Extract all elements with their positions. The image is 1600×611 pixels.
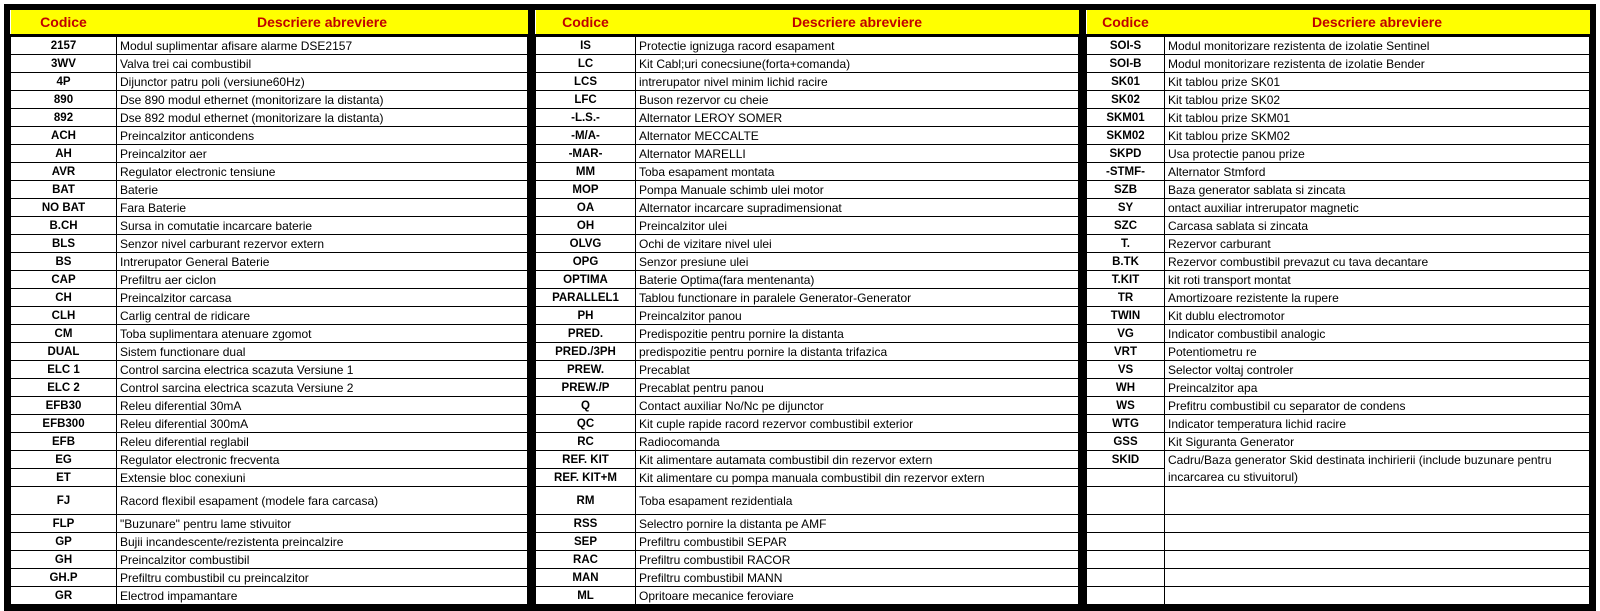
table-row: [1087, 253, 1590, 271]
table-row: [1087, 325, 1590, 343]
table-row: [1087, 343, 1590, 361]
table-row: [1087, 533, 1590, 551]
table-row: [536, 91, 1079, 109]
desc-cell: Bujii incandescente/rezistenta preincalzire: [117, 533, 528, 551]
desc-cell: Regulator electronic frecventa: [117, 451, 528, 469]
code-cell: -STMF-: [1087, 163, 1165, 181]
table-row: [1087, 587, 1590, 605]
desc-cell: Toba suplimentara atenuare zgomot: [117, 325, 528, 343]
column-header-descriere: Descriere abreviere: [117, 10, 528, 36]
code-cell: NO BAT: [11, 199, 117, 217]
desc-cell: Alternator LEROY SOMER: [636, 109, 1079, 127]
table-row: [11, 415, 528, 433]
desc-cell: Releu diferential 300mA: [117, 415, 528, 433]
code-cell: LFC: [536, 91, 636, 109]
desc-cell: Releu diferential reglabil: [117, 433, 528, 451]
desc-cell: Senzor presiune ulei: [636, 253, 1079, 271]
code-cell: PRED.: [536, 325, 636, 343]
desc-cell: Buson rezervor cu cheie: [636, 91, 1079, 109]
code-cell: MM: [536, 163, 636, 181]
desc-cell: Preincalzitor carcasa: [117, 289, 528, 307]
code-cell: -MAR-: [536, 145, 636, 163]
column-header-descriere: Descriere abreviere: [636, 10, 1079, 36]
table-row: [11, 163, 528, 181]
desc-cell: Alternator incarcare supradimensionat: [636, 199, 1079, 217]
header-row: [11, 10, 528, 36]
code-cell: EFB300: [11, 415, 117, 433]
table-row: [11, 587, 528, 605]
table-row: [11, 253, 528, 271]
desc-cell: Carcasa sablata si zincata: [1165, 217, 1590, 235]
table-row: [536, 361, 1079, 379]
desc-cell: Potentiometru re: [1165, 343, 1590, 361]
desc-cell: Prefitru combustibil cu separator de condens: [1165, 397, 1590, 415]
code-cell: RC: [536, 433, 636, 451]
table-row: [11, 551, 528, 569]
desc-cell: Dse 890 modul ethernet (monitorizare la distanta): [117, 91, 528, 109]
desc-cell: Predispozitie pentru pornire la distanta: [636, 325, 1079, 343]
table-row: [11, 433, 528, 451]
table-row: [536, 271, 1079, 289]
desc-cell: Usa protectie panou prize: [1165, 145, 1590, 163]
code-cell: OPTIMA: [536, 271, 636, 289]
table-row: [536, 109, 1079, 127]
desc-cell: Kit tablou prize SK02: [1165, 91, 1590, 109]
table-row: [11, 325, 528, 343]
code-cell: TR: [1087, 289, 1165, 307]
desc-cell: Extensie bloc conexiuni: [117, 469, 528, 487]
desc-cell: Preincalzitor aer: [117, 145, 528, 163]
code-cell: SKM02: [1087, 127, 1165, 145]
code-cell: Q: [536, 397, 636, 415]
code-cell: EG: [11, 451, 117, 469]
code-cell: REF. KIT: [536, 451, 636, 469]
code-cell: ACH: [11, 127, 117, 145]
desc-cell: Opritoare mecanice feroviare: [636, 587, 1079, 605]
code-cell: PH: [536, 307, 636, 325]
desc-cell: Releu diferential 30mA: [117, 397, 528, 415]
column-header-codice: Codice: [536, 10, 636, 36]
desc-cell: Modul suplimentar afisare alarme DSE2157: [117, 36, 528, 55]
table-row: [1087, 433, 1590, 451]
desc-cell: Kit Cabl;uri conecsiune(forta+comanda): [636, 55, 1079, 73]
table-row: [1087, 487, 1590, 515]
table-row: [536, 415, 1079, 433]
desc-cell: Prefiltru combustibil RACOR: [636, 551, 1079, 569]
table-row: [11, 307, 528, 325]
desc-cell: "Buzunare" pentru lame stivuitor: [117, 515, 528, 533]
table-row: [11, 271, 528, 289]
code-cell: [1087, 587, 1165, 605]
table-row: [536, 307, 1079, 325]
desc-cell: Baterie Optima(fara mentenanta): [636, 271, 1079, 289]
code-cell: [1087, 515, 1165, 533]
table-row: [1087, 217, 1590, 235]
code-cell: SOI-S: [1087, 36, 1165, 55]
code-cell: QC: [536, 415, 636, 433]
table-row: [536, 325, 1079, 343]
desc-cell: Dijunctor patru poli (versiune60Hz): [117, 73, 528, 91]
code-cell: VS: [1087, 361, 1165, 379]
code-cell: ELC 2: [11, 379, 117, 397]
desc-cell: Ochi de vizitare nivel ulei: [636, 235, 1079, 253]
desc-cell: Kit dublu electromotor: [1165, 307, 1590, 325]
code-cell: VRT: [1087, 343, 1165, 361]
table-row: [536, 217, 1079, 235]
table-row: [536, 163, 1079, 181]
code-cell: OH: [536, 217, 636, 235]
desc-cell: Indicator temperatura lichid racire: [1165, 415, 1590, 433]
code-cell: RM: [536, 487, 636, 515]
code-cell: CM: [11, 325, 117, 343]
code-cell: CAP: [11, 271, 117, 289]
table-row: [11, 379, 528, 397]
code-cell: SEP: [536, 533, 636, 551]
desc-cell: Carlig central de ridicare: [117, 307, 528, 325]
table-row: [536, 551, 1079, 569]
code-cell: PARALLEL1: [536, 289, 636, 307]
column-header-codice: Codice: [1087, 10, 1165, 36]
table-row: [1087, 163, 1590, 181]
table-row: [1087, 145, 1590, 163]
table-row: [1087, 551, 1590, 569]
table-row: [536, 235, 1079, 253]
table-row: [1087, 515, 1590, 533]
desc-cell: [1165, 515, 1590, 533]
desc-cell: Dse 892 modul ethernet (monitorizare la distanta): [117, 109, 528, 127]
desc-cell: Sursa in comutatie incarcare baterie: [117, 217, 528, 235]
table-row: [11, 55, 528, 73]
desc-cell: intrerupator nivel minim lichid racire: [636, 73, 1079, 91]
desc-cell: Preincalzitor combustibil: [117, 551, 528, 569]
code-cell: [1087, 487, 1165, 515]
header-row: [1087, 10, 1590, 36]
code-cell: OPG: [536, 253, 636, 271]
table-row: [1087, 397, 1590, 415]
table-row: [11, 533, 528, 551]
desc-cell: Toba esapament montata: [636, 163, 1079, 181]
code-cell: WS: [1087, 397, 1165, 415]
code-cell: TWIN: [1087, 307, 1165, 325]
table-row: [1087, 361, 1590, 379]
desc-cell: Senzor nivel carburant rezervor extern: [117, 235, 528, 253]
table-row: [1087, 199, 1590, 217]
table-row: [1087, 235, 1590, 253]
table-row: [536, 343, 1079, 361]
desc-cell: Amortizoare rezistente la rupere: [1165, 289, 1590, 307]
table-row: [11, 289, 528, 307]
abbreviations-legend-table: [4, 4, 1596, 611]
code-cell: FJ: [11, 487, 117, 515]
desc-cell: Sistem functionare dual: [117, 343, 528, 361]
table-row: [11, 343, 528, 361]
table-row: [11, 73, 528, 91]
table-row: [11, 145, 528, 163]
table-row: [11, 451, 528, 469]
desc-cell: Preincalzitor panou: [636, 307, 1079, 325]
code-cell: B.CH: [11, 217, 117, 235]
desc-cell: Protectie ignizuga racord esapament: [636, 36, 1079, 55]
table-row: [1087, 109, 1590, 127]
legend-section-1: [10, 10, 528, 605]
column-header-codice: Codice: [11, 10, 117, 36]
code-cell: LC: [536, 55, 636, 73]
desc-cell: Indicator combustibil analogic: [1165, 325, 1590, 343]
desc-cell: Prefiltru combustibil SEPAR: [636, 533, 1079, 551]
code-cell: 890: [11, 91, 117, 109]
desc-cell: [1165, 587, 1590, 605]
code-cell: CLH: [11, 307, 117, 325]
table-row: [1087, 289, 1590, 307]
table-row: [1087, 415, 1590, 433]
table-row: [11, 361, 528, 379]
code-cell: SKID: [1087, 451, 1165, 469]
table-row: [1087, 379, 1590, 397]
desc-cell: Prefiltru combustibil MANN: [636, 569, 1079, 587]
table-row: [1087, 36, 1590, 55]
desc-cell: Tablou functionare in paralele Generator-Generator: [636, 289, 1079, 307]
table-row: [536, 127, 1079, 145]
desc-cell: Preincalzitor apa: [1165, 379, 1590, 397]
desc-cell: Kit alimentare cu pompa manuala combustibil din rezervor extern: [636, 469, 1079, 487]
code-cell: ML: [536, 587, 636, 605]
code-cell: PREW.: [536, 361, 636, 379]
code-cell: AH: [11, 145, 117, 163]
table-row: [536, 181, 1079, 199]
desc-cell: Contact auxiliar No/Nc pe dijunctor: [636, 397, 1079, 415]
code-cell: BS: [11, 253, 117, 271]
table-row: [536, 73, 1079, 91]
desc-cell: predispozitie pentru pornire la distanta trifazica: [636, 343, 1079, 361]
table-row: [11, 487, 528, 515]
table-row: [1087, 73, 1590, 91]
header-row: [536, 10, 1079, 36]
code-cell: SZC: [1087, 217, 1165, 235]
code-cell: DUAL: [11, 343, 117, 361]
code-cell: -M/A-: [536, 127, 636, 145]
column-header-descriere: Descriere abreviere: [1165, 10, 1590, 36]
table-row: [11, 469, 528, 487]
code-cell: LCS: [536, 73, 636, 91]
table-row: [11, 109, 528, 127]
table-row: [11, 515, 528, 533]
code-cell: GH: [11, 551, 117, 569]
table-row: [11, 217, 528, 235]
table-row: [536, 145, 1079, 163]
code-cell: RSS: [536, 515, 636, 533]
table-row: [536, 199, 1079, 217]
code-cell: [1087, 469, 1165, 487]
desc-cell: Kit cuple rapide racord rezervor combustibil exterior: [636, 415, 1079, 433]
desc-cell: Selector voltaj controler: [1165, 361, 1590, 379]
table-row: [11, 569, 528, 587]
desc-cell: Modul monitorizare rezistenta de izolatie Bender: [1165, 55, 1590, 73]
table-row: [536, 587, 1079, 605]
desc-cell: Regulator electronic tensiune: [117, 163, 528, 181]
desc-cell: Modul monitorizare rezistenta de izolatie Sentinel: [1165, 36, 1590, 55]
desc-cell: Rezervor carburant: [1165, 235, 1590, 253]
code-cell: ET: [11, 469, 117, 487]
desc-cell: Kit tablou prize SKM01: [1165, 109, 1590, 127]
desc-cell: Intrerupator General Baterie: [117, 253, 528, 271]
table-row: [536, 289, 1079, 307]
table-row: [11, 199, 528, 217]
desc-cell: Alternator MARELLI: [636, 145, 1079, 163]
code-cell: BAT: [11, 181, 117, 199]
table-row: [1087, 271, 1590, 289]
code-cell: GSS: [1087, 433, 1165, 451]
code-cell: SK01: [1087, 73, 1165, 91]
code-cell: VG: [1087, 325, 1165, 343]
code-cell: SK02: [1087, 91, 1165, 109]
code-cell: GH.P: [11, 569, 117, 587]
desc-cell: Kit tablou prize SKM02: [1165, 127, 1590, 145]
table-row: [1087, 569, 1590, 587]
table-row: [11, 397, 528, 415]
desc-cell: Baterie: [117, 181, 528, 199]
desc-cell: [1165, 551, 1590, 569]
legend-section-3: [1086, 10, 1590, 605]
table-row: [11, 127, 528, 145]
table-row: [536, 451, 1079, 469]
code-cell: SZB: [1087, 181, 1165, 199]
code-cell: SKPD: [1087, 145, 1165, 163]
desc-cell: Radiocomanda: [636, 433, 1079, 451]
desc-cell: Pompa Manuale schimb ulei motor: [636, 181, 1079, 199]
table-row: [1087, 55, 1590, 73]
desc-cell: [1165, 569, 1590, 587]
table-row: [536, 253, 1079, 271]
desc-cell: Kit alimentare autamata combustibil din rezervor extern: [636, 451, 1079, 469]
desc-cell: Kit tablou prize SK01: [1165, 73, 1590, 91]
desc-cell: Preincalzitor anticondens: [117, 127, 528, 145]
code-cell: GR: [11, 587, 117, 605]
code-cell: WH: [1087, 379, 1165, 397]
legend-section-2: [535, 10, 1079, 605]
code-cell: -L.S.-: [536, 109, 636, 127]
desc-cell: Cadru/Baza generator Skid destinata inchirierii (include buzunare pentru incarcarea cu stivuitorul): [1165, 451, 1590, 487]
desc-cell: Valva trei cai combustibil: [117, 55, 528, 73]
table-row: [11, 91, 528, 109]
code-cell: WTG: [1087, 415, 1165, 433]
desc-cell: Kit Siguranta Generator: [1165, 433, 1590, 451]
desc-cell: Control sarcina electrica scazuta Versiune 1: [117, 361, 528, 379]
desc-cell: kit roti transport montat: [1165, 271, 1590, 289]
code-cell: 2157: [11, 36, 117, 55]
code-cell: SOI-B: [1087, 55, 1165, 73]
code-cell: OLVG: [536, 235, 636, 253]
desc-cell: Baza generator sablata si zincata: [1165, 181, 1590, 199]
code-cell: SY: [1087, 199, 1165, 217]
code-cell: EFB: [11, 433, 117, 451]
table-row: [1087, 451, 1590, 469]
table-row: [536, 487, 1079, 515]
table-row: [11, 235, 528, 253]
code-cell: AVR: [11, 163, 117, 181]
table-row: [536, 533, 1079, 551]
code-cell: PRED./3PH: [536, 343, 636, 361]
code-cell: 892: [11, 109, 117, 127]
code-cell: CH: [11, 289, 117, 307]
table-row: [1087, 127, 1590, 145]
code-cell: 4P: [11, 73, 117, 91]
desc-cell: Preincalzitor ulei: [636, 217, 1079, 235]
code-cell: BLS: [11, 235, 117, 253]
code-cell: SKM01: [1087, 109, 1165, 127]
desc-cell: Racord flexibil esapament (modele fara carcasa): [117, 487, 528, 515]
code-cell: [1087, 569, 1165, 587]
desc-cell: Rezervor combustibil prevazut cu tava decantare: [1165, 253, 1590, 271]
code-cell: FLP: [11, 515, 117, 533]
table-row: [536, 36, 1079, 55]
desc-cell: Prefiltru combustibil cu preincalzitor: [117, 569, 528, 587]
desc-cell: ontact auxiliar intrerupator magnetic: [1165, 199, 1590, 217]
code-cell: 3WV: [11, 55, 117, 73]
code-cell: T.: [1087, 235, 1165, 253]
code-cell: B.TK: [1087, 253, 1165, 271]
table-row: [536, 55, 1079, 73]
desc-cell: Fara Baterie: [117, 199, 528, 217]
code-cell: [1087, 533, 1165, 551]
code-cell: RAC: [536, 551, 636, 569]
code-cell: EFB30: [11, 397, 117, 415]
table-row: [536, 379, 1079, 397]
desc-cell: Toba esapament rezidentiala: [636, 487, 1079, 515]
desc-cell: Precablat pentru panou: [636, 379, 1079, 397]
desc-cell: [1165, 487, 1590, 515]
code-cell: IS: [536, 36, 636, 55]
desc-cell: Electrod impamantare: [117, 587, 528, 605]
code-cell: GP: [11, 533, 117, 551]
code-cell: ELC 1: [11, 361, 117, 379]
code-cell: T.KIT: [1087, 271, 1165, 289]
table-row: [1087, 91, 1590, 109]
table-row: [536, 433, 1079, 451]
desc-cell: Prefiltru aer ciclon: [117, 271, 528, 289]
desc-cell: Alternator Stmford: [1165, 163, 1590, 181]
table-row: [536, 515, 1079, 533]
code-cell: REF. KIT+M: [536, 469, 636, 487]
desc-cell: Precablat: [636, 361, 1079, 379]
code-cell: [1087, 551, 1165, 569]
table-row: [11, 36, 528, 55]
code-cell: MAN: [536, 569, 636, 587]
desc-cell: Selectro pornire la distanta pe AMF: [636, 515, 1079, 533]
desc-cell: Alternator MECCALTE: [636, 127, 1079, 145]
table-row: [536, 469, 1079, 487]
desc-cell: Control sarcina electrica scazuta Versiune 2: [117, 379, 528, 397]
table-row: [536, 397, 1079, 415]
code-cell: PREW./P: [536, 379, 636, 397]
table-row: [536, 569, 1079, 587]
table-row: [11, 181, 528, 199]
code-cell: MOP: [536, 181, 636, 199]
code-cell: OA: [536, 199, 636, 217]
table-row: [1087, 181, 1590, 199]
table-row: [1087, 307, 1590, 325]
desc-cell: [1165, 533, 1590, 551]
